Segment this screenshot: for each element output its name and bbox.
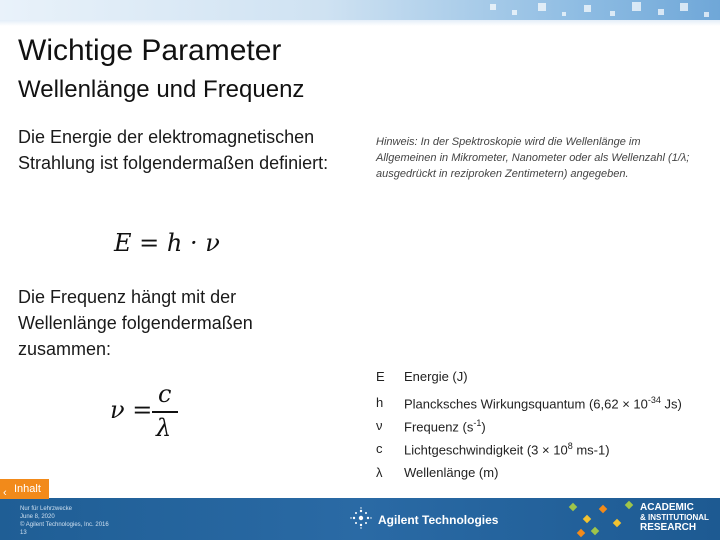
- page-title: Wichtige Parameter: [18, 34, 282, 67]
- legend-symbol: λ: [376, 465, 383, 480]
- legend-symbol: ν: [376, 418, 383, 433]
- frequency-formula-denominator: λ: [156, 414, 172, 442]
- agilent-logo: [350, 506, 498, 534]
- footer-info: [20, 505, 109, 537]
- hint-note: Hinweis: In der Spektroskopie wird die Wellenlänge im Allgemeinen in Mikrometer, Nanometer oder als Wellenzahl (1/λ; ausgedrückt in reziproken Zentimetern) angegeben.: [376, 136, 690, 180]
- legend-description: Plancksches Wirkungsquantum ($6,62 \times 10^{-34}$ Js): [404, 395, 682, 412]
- academic-line: ACADEMIC: [640, 502, 694, 513]
- footer-info-line: © Agilent Technologies, Inc. 2016: [20, 522, 109, 528]
- legend-description: Frequenz $(s^{-1})$: [404, 418, 486, 435]
- brand-name: Agilent Technologies: [378, 513, 499, 527]
- legend-description: Energie (J): [404, 369, 468, 384]
- page-subtitle: Wellenlänge und Frequenz: [18, 76, 305, 103]
- legend-description: Wellenlänge (m): [404, 465, 499, 480]
- academic-line: RESEARCH: [640, 522, 697, 533]
- footer-info-line: Nur für Lehrzwecke: [20, 506, 73, 512]
- frequency-formula-lhs: ν =: [110, 396, 153, 424]
- header-square-pattern: [460, 0, 720, 22]
- footer-info-line: 13: [20, 530, 27, 536]
- chevron-left-icon: ‹: [3, 487, 7, 499]
- inhalt-label: Inhalt: [14, 483, 41, 495]
- footer-info-line: June 8, 2020: [20, 514, 55, 520]
- academic-research-logo: [640, 503, 709, 533]
- legend-description: Lichtgeschwindigkeit ($3 \times 10^8$ ms-1): [404, 441, 610, 458]
- legend-symbol: c: [376, 441, 383, 456]
- frequency-formula-numerator: c: [158, 380, 172, 408]
- energy-formula: E = h · ν: [114, 229, 220, 257]
- academic-line: & INSTITUTIONAL: [640, 513, 709, 522]
- legend-symbol: h: [376, 395, 384, 410]
- frequency-relation-text: Die Frequenz hängt mit der Wellenlänge folgendermaßen zusammen:: [18, 287, 253, 359]
- energy-definition-text: Die Energie der elektromagnetischen Strahlung ist folgendermaßen definiert:: [18, 127, 329, 173]
- agilent-spark-icon: [350, 507, 372, 534]
- legend-symbol: E: [376, 369, 385, 384]
- inhalt-button[interactable]: [0, 479, 49, 499]
- fraction-line: [152, 411, 178, 413]
